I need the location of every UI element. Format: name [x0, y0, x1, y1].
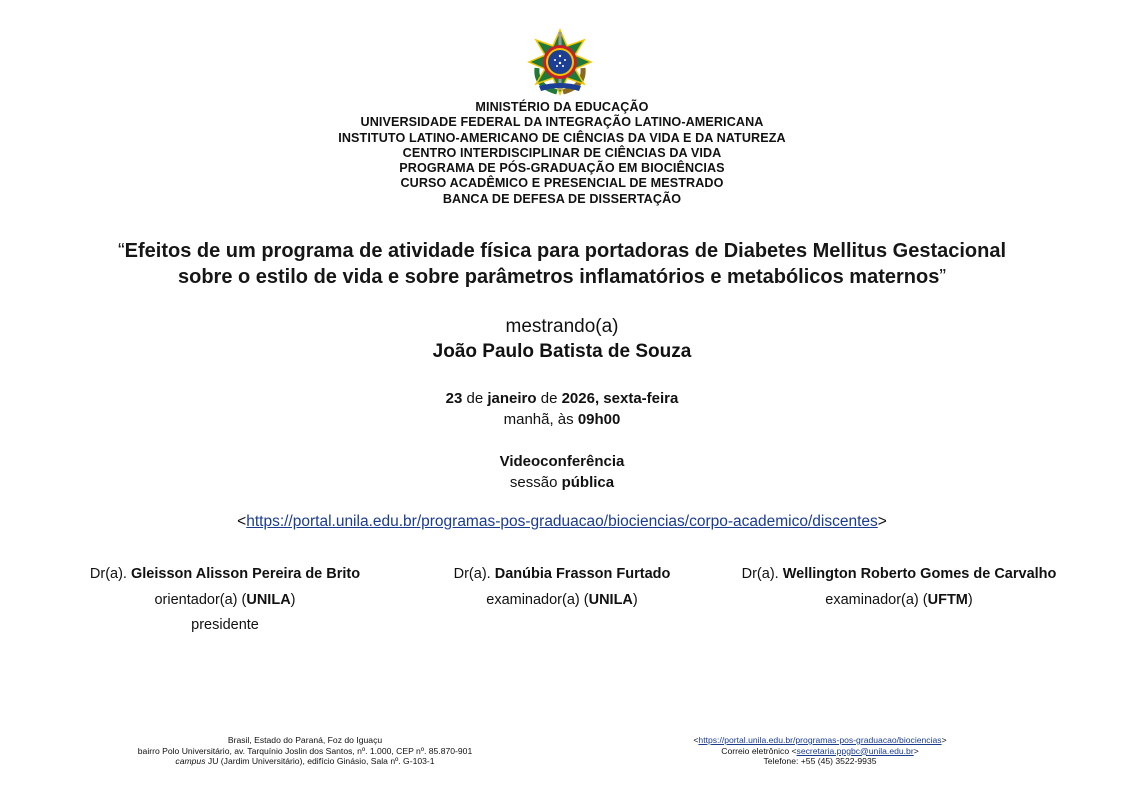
date-de: de — [536, 390, 562, 407]
email-close: > — [913, 745, 919, 756]
date-month: janeiro — [487, 390, 537, 407]
email-link[interactable]: secretaria.ppgbc@unila.edu.br — [796, 745, 914, 756]
close-quote: ” — [939, 266, 947, 288]
footer-link-open: < — [693, 735, 699, 745]
header-line: PROGRAMA DE PÓS-GRADUAÇÃO EM BIOCIÊNCIAS — [399, 161, 725, 176]
defense-date — [0, 388, 1124, 430]
venue-mode: Videoconferência — [499, 453, 625, 470]
date-day: 23 — [445, 390, 463, 407]
date-de: de — [462, 390, 488, 407]
committee-member — [720, 562, 1078, 613]
program-page-link[interactable]: https://portal.unila.edu.br/programas-pos-graduacao/biociencias — [698, 735, 942, 745]
footer-address-line: JU (Jardim Universitário), edifício Ginásio, Sala nº. G-103-1 — [205, 756, 435, 767]
member-name: Danúbia Frasson Furtado — [494, 566, 671, 582]
header-line: MINISTÉRIO DA EDUCAÇÃO — [475, 100, 649, 114]
institution-header — [0, 100, 1124, 207]
footer-contact — [640, 735, 1000, 767]
footer-address-line: bairro Polo Universitário, av. Tarquínio Joslin dos Santos, nº. 1.000, CEP nº. 85.870-901 — [137, 745, 473, 756]
member-role: examinador(a) ( — [825, 591, 928, 608]
session-type: pública — [561, 474, 615, 491]
defense-venue — [0, 451, 1124, 493]
header-line: BANCA DE DEFESA DE DISSERTAÇÃO — [442, 191, 682, 206]
link-close-bracket: > — [877, 513, 887, 530]
date-year-weekday: 2026, sexta-feira — [561, 390, 679, 407]
brazil-coat-of-arms-icon — [527, 28, 593, 96]
candidate-name: João Paulo Batista de Souza — [432, 341, 692, 362]
thesis-title — [40, 238, 1084, 290]
time-period: manhã, às — [503, 411, 578, 428]
member-institution: UNILA — [588, 591, 633, 608]
member-role: orientador(a) ( — [154, 591, 247, 608]
member-extra-role: presidente — [191, 617, 259, 633]
member-name: Gleisson Alisson Pereira de Brito — [130, 566, 361, 582]
open-quote: “ — [117, 240, 125, 262]
students-page-link[interactable]: https://portal.unila.edu.br/programas-pos-graduacao/biociencias/corpo-academico/discentes — [246, 513, 878, 530]
thesis-title-line2: sobre o estilo de vida e sobre parâmetros inflamatórios e metabólicos maternos — [177, 266, 940, 288]
phone-number: Telefone: +55 (45) 3522-9935 — [763, 756, 877, 767]
email-label: Correio eletrônico < — [721, 745, 797, 756]
member-role-close: ) — [967, 591, 973, 608]
committee-member — [60, 562, 390, 639]
footer-address — [100, 735, 510, 767]
thesis-title-line1: Efeitos de um programa de atividade física para portadoras de Diabetes Mellitus Gestacional — [124, 240, 1007, 262]
header-line: UNIVERSIDADE FEDERAL DA INTEGRAÇÃO LATINO-AMERICANA — [360, 115, 764, 130]
time-value: 09h00 — [577, 411, 621, 428]
committee-member — [412, 562, 712, 613]
session-prefix: sessão — [509, 474, 562, 491]
students-link-line — [0, 513, 1124, 531]
member-name: Wellington Roberto Gomes de Carvalho — [782, 566, 1057, 582]
member-role-close: ) — [290, 591, 296, 608]
member-title: Dr(a). — [89, 566, 131, 582]
member-title: Dr(a). — [453, 566, 495, 582]
member-institution: UFTM — [927, 591, 968, 608]
member-institution: UNILA — [246, 591, 291, 608]
footer-link-close: > — [941, 735, 947, 745]
header-line: INSTITUTO LATINO-AMERICANO DE CIÊNCIAS DA VIDA E DA NATUREZA — [338, 130, 786, 145]
footer-address-line: Brasil, Estado do Paraná, Foz do Iguaçu — [227, 735, 383, 745]
member-role: examinador(a) ( — [486, 591, 589, 608]
candidate-role: mestrando(a) — [505, 316, 619, 337]
header-line: CENTRO INTERDISCIPLINAR DE CIÊNCIAS DA VIDA — [402, 145, 722, 160]
header-line: CURSO ACADÊMICO E PRESENCIAL DE MESTRADO — [400, 176, 724, 191]
member-role-close: ) — [632, 591, 638, 608]
link-open-bracket: < — [237, 513, 247, 530]
member-title: Dr(a). — [741, 566, 783, 582]
footer-campus-label: campus — [175, 756, 206, 767]
